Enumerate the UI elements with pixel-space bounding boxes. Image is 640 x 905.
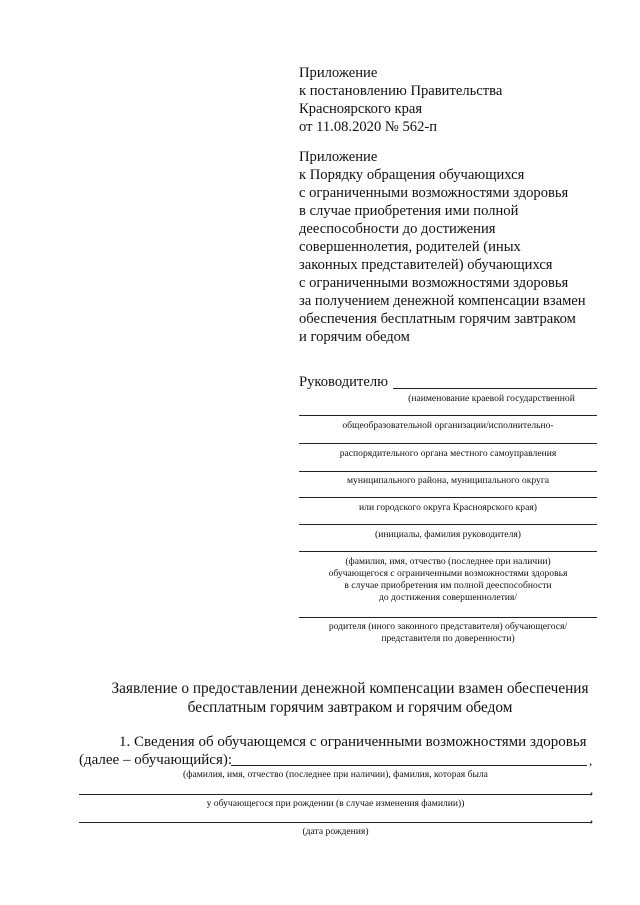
addressee-blank-line[interactable] bbox=[393, 388, 597, 389]
header2-line: законных представителей) обучающихся bbox=[299, 257, 553, 273]
field-caption: общеобразовательной организации/исполнительно- bbox=[342, 420, 554, 431]
section1-heading-cont: (далее – обучающийся): bbox=[79, 752, 233, 768]
parent-caption: представителя по доверенности) bbox=[381, 633, 515, 644]
field-caption: (инициалы, фамилия руководителя) bbox=[375, 529, 521, 540]
field-caption: (дата рождения) bbox=[302, 826, 369, 837]
application-title bbox=[60, 679, 640, 717]
field-caption: (наименование краевой государственной bbox=[408, 393, 575, 404]
header1-line: от 11.08.2020 № 562-п bbox=[299, 119, 438, 135]
field-line[interactable] bbox=[79, 794, 592, 795]
comma: , bbox=[590, 810, 594, 825]
addressee-label: Руководителю bbox=[299, 374, 389, 390]
header1-line: Красноярского края bbox=[299, 101, 423, 117]
field-line[interactable] bbox=[299, 524, 597, 525]
student-caption: в случае приобретения им полной дееспособности bbox=[344, 580, 552, 591]
section1-heading: 1. Сведения об обучающемся с ограниченными возможностями здоровья bbox=[119, 734, 587, 750]
parent-caption: родителя (иного законного представителя) обучающегося/ bbox=[328, 621, 568, 632]
header2-line: обеспечения бесплатным горячим завтраком bbox=[299, 311, 576, 327]
field-line[interactable] bbox=[299, 471, 597, 472]
field-line[interactable] bbox=[299, 415, 597, 416]
header2-line: Приложение bbox=[299, 149, 378, 165]
field-caption: или городского округа Красноярского края) bbox=[359, 502, 537, 513]
resolution-appendix-block bbox=[299, 64, 599, 136]
comma: , bbox=[589, 753, 593, 768]
header1-line: Приложение bbox=[299, 65, 378, 81]
student-caption: до достижения совершеннолетия/ bbox=[378, 592, 518, 603]
student-name-line[interactable] bbox=[231, 765, 587, 766]
header2-line: с ограниченными возможностями здоровья bbox=[299, 185, 569, 201]
header2-line: и горячим обедом bbox=[299, 329, 410, 345]
field-line[interactable] bbox=[299, 497, 597, 498]
title-line: бесплатным горячим завтраком и горячим обедом bbox=[187, 699, 513, 716]
field-line[interactable] bbox=[299, 443, 597, 444]
field-caption: у обучающегося при рождении (в случае изменения фамилии)) bbox=[206, 798, 465, 809]
header2-line: к Порядку обращения обучающихся bbox=[299, 167, 525, 183]
field-caption: (фамилия, имя, отчество (последнее при наличии), фамилия, которая была bbox=[183, 769, 488, 780]
header2-line: дееспособности до достижения bbox=[299, 221, 496, 237]
addressee-row bbox=[299, 373, 597, 391]
field-line[interactable] bbox=[299, 617, 597, 618]
header2-line: с ограниченными возможностями здоровья bbox=[299, 275, 569, 291]
addressee-block bbox=[299, 373, 597, 391]
procedure-appendix-block bbox=[299, 148, 599, 346]
header1-line: к постановлению Правительства bbox=[299, 83, 503, 99]
field-line[interactable] bbox=[79, 822, 592, 823]
student-caption: (фамилия, имя, отчество (последнее при наличии) bbox=[345, 556, 551, 567]
header2-line: за получением денежной компенсации взамен bbox=[299, 293, 586, 309]
field-caption: распорядительного органа местного самоуправления bbox=[339, 448, 557, 459]
title-line: Заявление о предоставлении денежной компенсации взамен обеспечения bbox=[111, 680, 589, 697]
student-caption: обучающегося с ограниченными возможностями здоровья bbox=[328, 568, 568, 579]
comma: , bbox=[590, 782, 594, 797]
field-line[interactable] bbox=[299, 551, 597, 552]
header2-line: совершеннолетия, родителей (иных bbox=[299, 239, 521, 255]
header2-line: в случае приобретения ими полной bbox=[299, 203, 519, 219]
field-caption: муниципального района, муниципального округа bbox=[346, 475, 550, 486]
